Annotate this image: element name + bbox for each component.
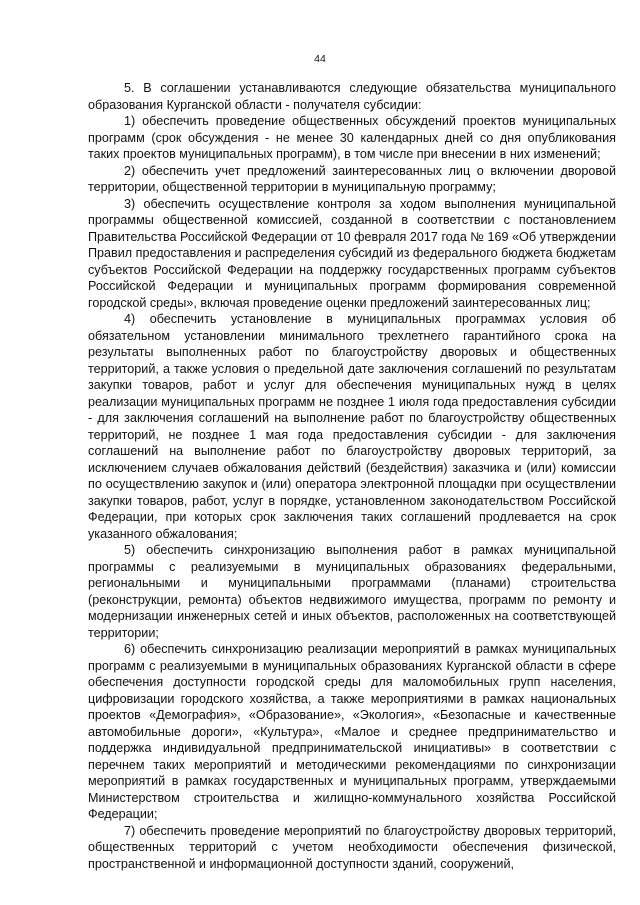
document-body (88, 80, 616, 872)
paragraph-item-5: 5) обеспечить синхронизацию выполнения работ в рамках муниципальной программы с реализуемыми в муниципальных образованиях федеральными, региональными и муниципальными программами (планами) строительства (реконструкции, ремонта) объектов недвижимого имущества, программ по ремонту и модернизации инженерных сетей и иных объектов, расположенных на соответствующей территории; (88, 543, 616, 640)
page-number: 44 (314, 53, 326, 65)
paragraph-item-3: 3) обеспечить осуществление контроля за ходом выполнения муниципальной программы общественной комиссией, созданной в соответствии с постановлением Правительства Российской Федерации от 10 февраля 2017 года № 169 «Об утверждении Правил предоставления и распределения субсидий из федерального бюджета бюджетам субъектов Российской Федерации на поддержку государственных программ субъектов Российской Федерации и муниципальных программ формирования современной городской среды», включая проведение оценки предложений заинтересованных лиц; (88, 196, 616, 310)
paragraph-item-6: 6) обеспечить синхронизацию реализации мероприятий в рамках муниципальных программ с реализуемыми в муниципальных образованиях Курганской области в сфере обеспечения доступности городской среды для маломобильных групп населения, цифровизации городского хозяйства, а также мероприятиями в рамках национальных проектов «Демография», «Образование», «Экология», «Безопасные и качественные автомобильные дороги», «Культура», «Малое и среднее предпринимательство и поддержка индивидуальной предпринимательской инициативы» в соответствии с перечнем таких мероприятий и методическими рекомендациями по синхронизации мероприятий в рамках государственных и муниципальных программ, утверждаемыми Министерством строительства и жилищно-коммунального хозяйства Российской Федерации; (88, 642, 616, 821)
paragraph-item-1: 1) обеспечить проведение общественных обсуждений проектов муниципальных программ (срок обсуждения - не менее 30 календарных дней со дня опубликования таких проектов муниципальных программ), в том числе при внесении в них изменений; (88, 114, 616, 161)
paragraph-intro: 5. В соглашении устанавливаются следующие обязательства муниципального образования Курганской области - получателя субсидии: (88, 81, 616, 112)
paragraph-item-2: 2) обеспечить учет предложений заинтересованных лиц о включении дворовой территории, общественной территории в муниципальную программу; (88, 163, 616, 194)
paragraph-item-4: 4) обеспечить установление в муниципальных программах условия об обязательном установлении минимального трехлетнего гарантийного срока на результаты выполненных работ по благоустройству дворовых и общественных территорий, а также условия о предельной дате заключения соглашений по результатам закупки товаров, работ и услуг для обеспечения муниципальных нужд в целях реализации муниципальных программ не позднее 1 июля года предоставления субсидии - для заключения соглашений на выполнение работ по благоустройству общественных территорий, не позднее 1 мая года предоставления субсидии - для заключения соглашений на выполнение работ по благоустройству дворовых территорий, за исключением случаев обжалования действий (бездействия) заказчика и (или) комиссии по осуществлению закупок и (или) оператора электронной площадки при осуществлении закупки товаров, работ, услуг в порядке, установленном законодательством Российской Федерации, при которых срок заключения таких соглашений продлевается на срок указанного обжалования; (88, 312, 616, 541)
paragraph-item-7: 7) обеспечить проведение мероприятий по благоустройству дворовых территорий, общественных территорий с учетом необходимости обеспечения физической, пространственной и информационной доступности зданий, сооружений, (88, 823, 616, 871)
